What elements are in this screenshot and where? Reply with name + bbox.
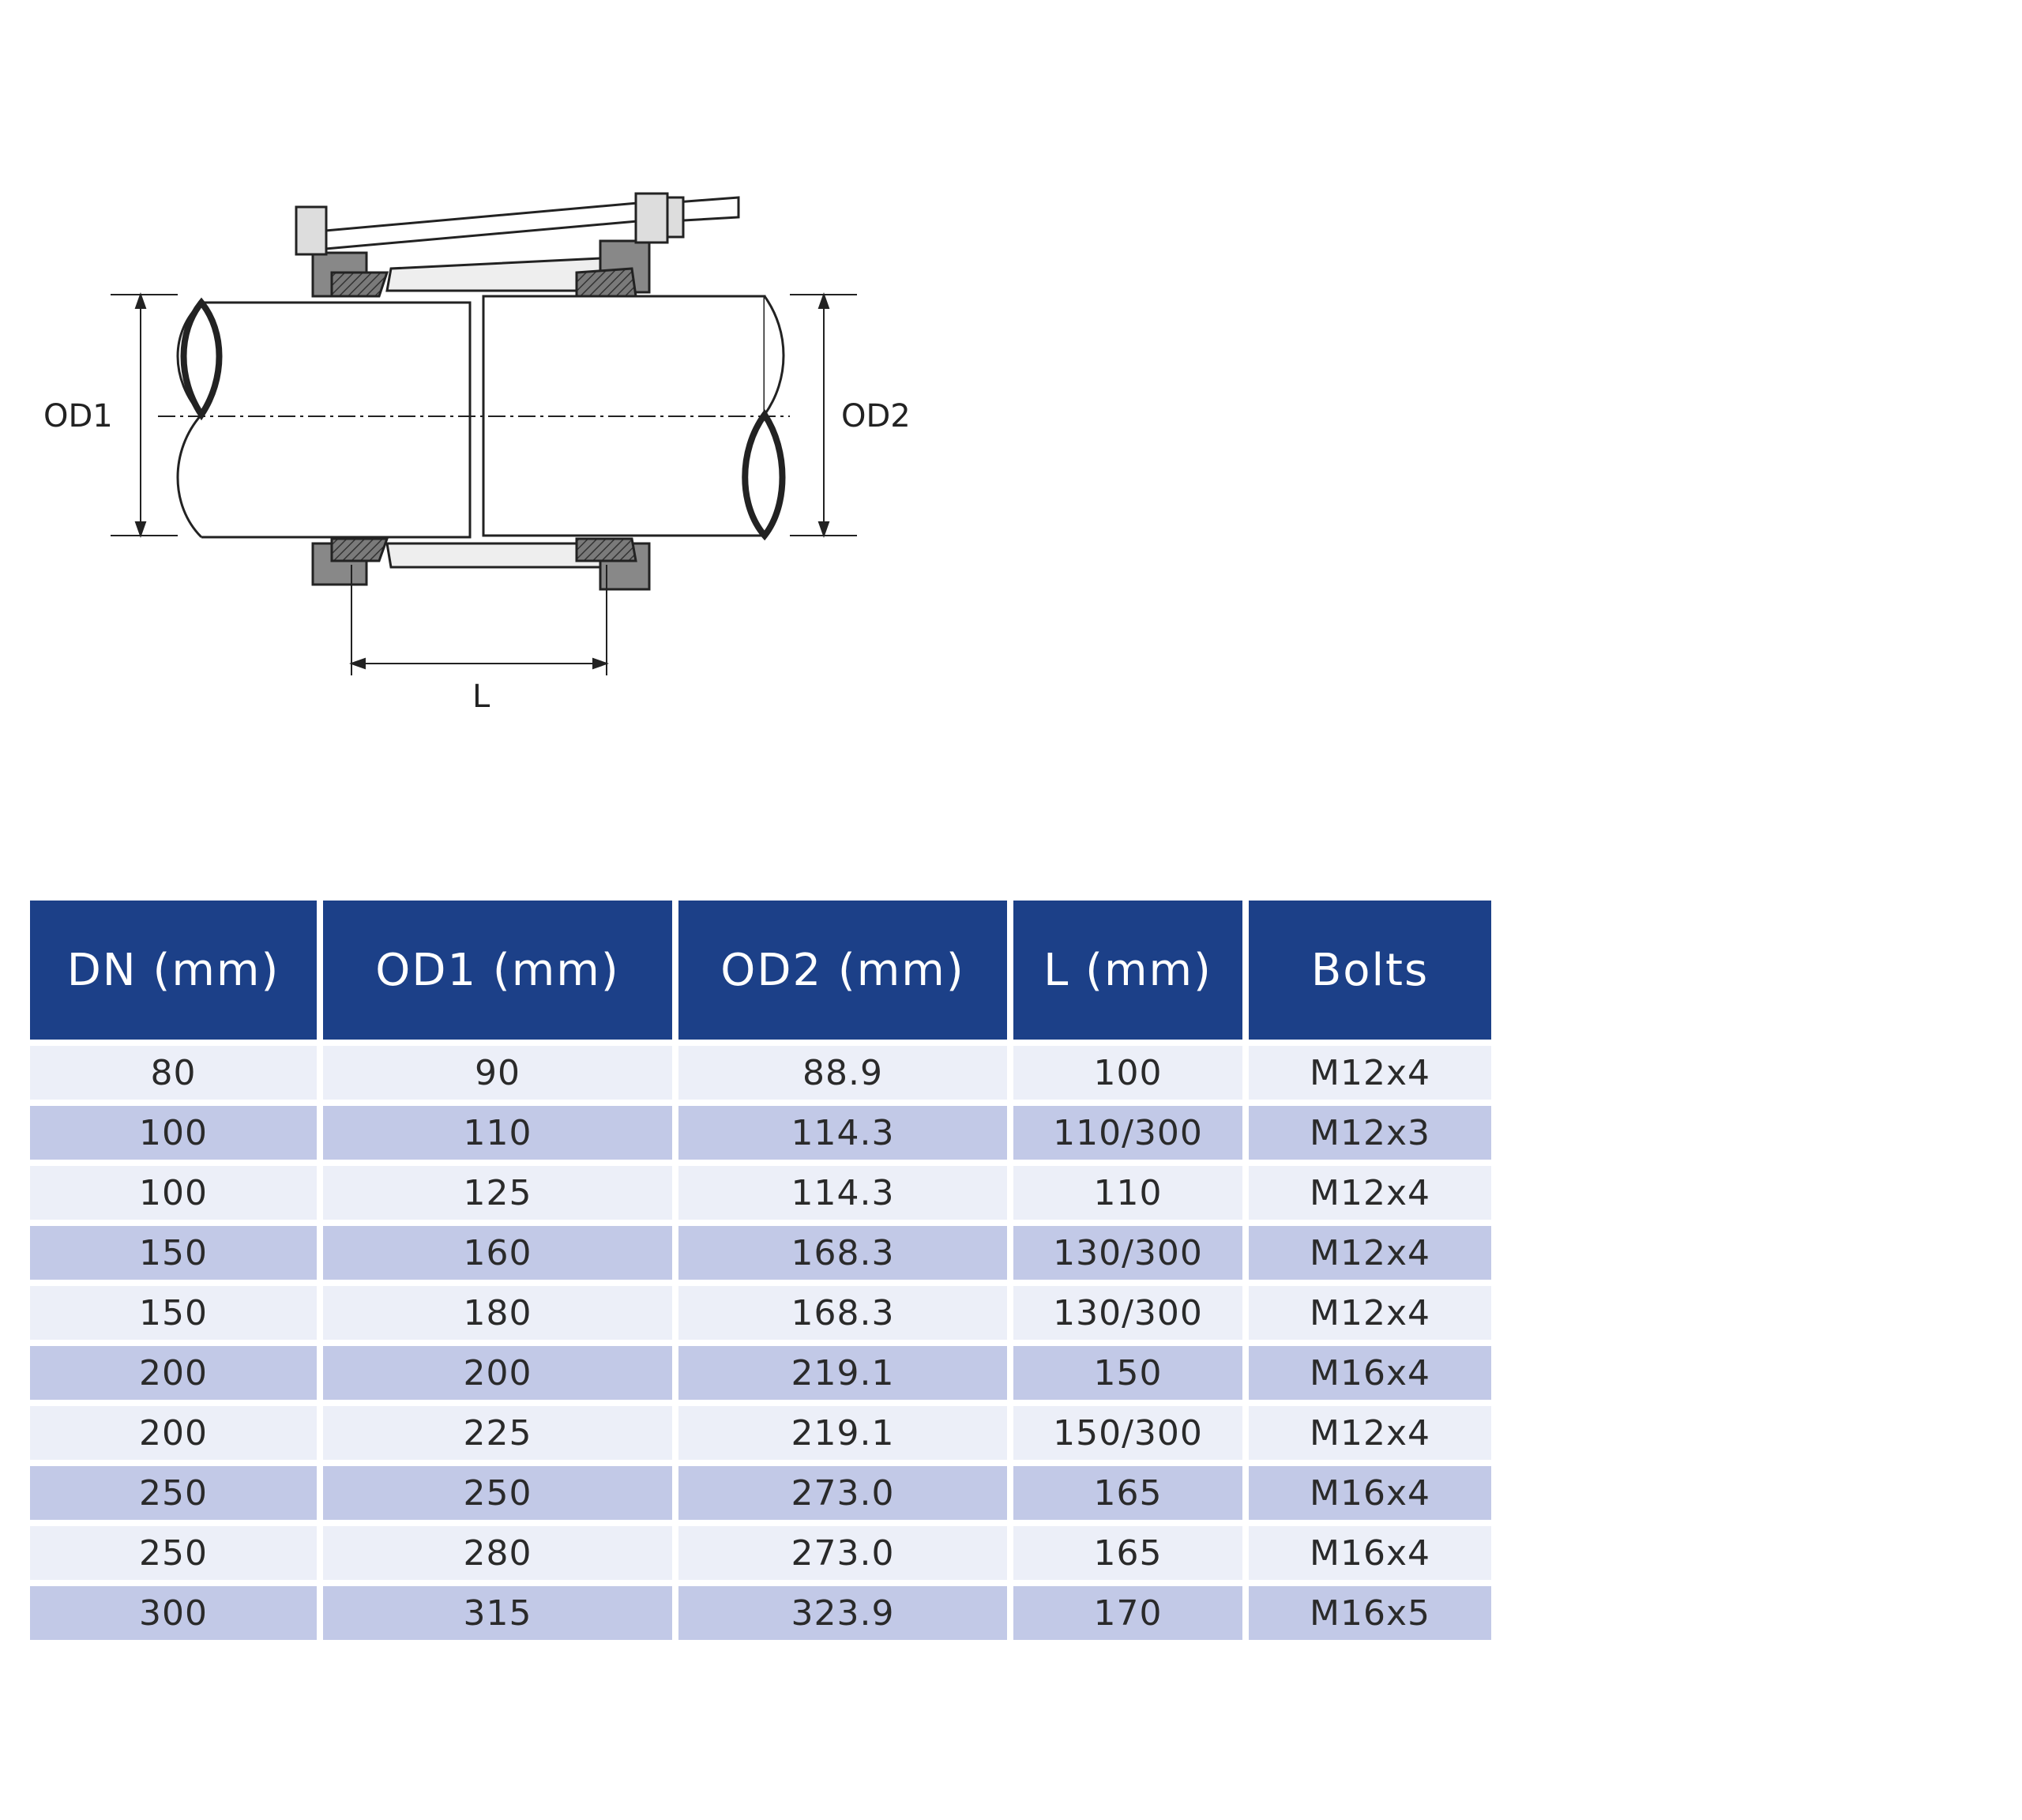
table-row (30, 1406, 1491, 1466)
cell-length: 150 (1013, 1346, 1249, 1400)
cell-length: 130/300 (1013, 1226, 1249, 1280)
cell-od2: 114.3 (678, 1166, 1013, 1220)
cell-od1: 250 (323, 1466, 678, 1520)
cell-bolts: M16x5 (1249, 1586, 1491, 1640)
cell-dn: 100 (30, 1166, 323, 1220)
cell-od1: 225 (323, 1406, 678, 1460)
table-row (30, 1466, 1491, 1526)
cell-od2: 88.9 (678, 1046, 1013, 1100)
od1-label: OD1 (43, 398, 113, 434)
cell-dn: 100 (30, 1106, 323, 1160)
cell-dn: 200 (30, 1406, 323, 1460)
cell-bolts: M12x4 (1249, 1286, 1491, 1340)
cell-length: 130/300 (1013, 1286, 1249, 1340)
pipe-assembly (158, 296, 790, 537)
header-length: L (mm) (1013, 901, 1249, 1040)
cell-od2: 219.1 (678, 1346, 1013, 1400)
cell-length: 150/300 (1013, 1406, 1249, 1460)
cell-bolts: M12x4 (1249, 1406, 1491, 1460)
cell-dn: 200 (30, 1346, 323, 1400)
table-header-row (30, 901, 1491, 1046)
cell-dn: 80 (30, 1046, 323, 1100)
table-row (30, 1286, 1491, 1346)
cell-od1: 160 (323, 1226, 678, 1280)
coupling-drawing (0, 0, 1027, 750)
spec-table (30, 901, 1491, 1646)
cell-od1: 315 (323, 1586, 678, 1640)
cell-length: 165 (1013, 1466, 1249, 1520)
od2-label: OD2 (841, 398, 911, 434)
cell-bolts: M16x4 (1249, 1346, 1491, 1400)
cell-bolts: M12x4 (1249, 1046, 1491, 1100)
cell-od2: 168.3 (678, 1286, 1013, 1340)
cell-length: 110 (1013, 1166, 1249, 1220)
cell-od1: 125 (323, 1166, 678, 1220)
header-bolts: Bolts (1249, 901, 1491, 1040)
cell-od2: 219.1 (678, 1406, 1013, 1460)
table-row (30, 1106, 1491, 1166)
table-row (30, 1046, 1491, 1106)
cell-bolts: M16x4 (1249, 1526, 1491, 1580)
cell-od2: 323.9 (678, 1586, 1013, 1640)
cell-dn: 300 (30, 1586, 323, 1640)
cell-od2: 273.0 (678, 1526, 1013, 1580)
header-od2: OD2 (mm) (678, 901, 1013, 1040)
cell-od1: 200 (323, 1346, 678, 1400)
cell-length: 100 (1013, 1046, 1249, 1100)
header-dn: DN (mm) (30, 901, 323, 1040)
cell-dn: 250 (30, 1466, 323, 1520)
cell-bolts: M12x4 (1249, 1166, 1491, 1220)
cell-length: 165 (1013, 1526, 1249, 1580)
cell-od1: 110 (323, 1106, 678, 1160)
cell-bolts: M12x4 (1249, 1226, 1491, 1280)
cell-od2: 114.3 (678, 1106, 1013, 1160)
cell-od1: 280 (323, 1526, 678, 1580)
length-label: L (472, 679, 490, 715)
header-od1: OD1 (mm) (323, 901, 678, 1040)
cell-length: 110/300 (1013, 1106, 1249, 1160)
cell-dn: 150 (30, 1226, 323, 1280)
cell-dn: 250 (30, 1526, 323, 1580)
cell-dn: 150 (30, 1286, 323, 1340)
cell-length: 170 (1013, 1586, 1249, 1640)
table-row (30, 1346, 1491, 1406)
cell-od2: 168.3 (678, 1226, 1013, 1280)
cell-od1: 180 (323, 1286, 678, 1340)
cell-od2: 273.0 (678, 1466, 1013, 1520)
table-row (30, 1166, 1491, 1226)
cell-bolts: M12x3 (1249, 1106, 1491, 1160)
bolt-assembly (296, 194, 739, 254)
cell-od1: 90 (323, 1046, 678, 1100)
table-row (30, 1586, 1491, 1646)
left-break-lens (184, 303, 220, 415)
table-row (30, 1226, 1491, 1286)
table-row (30, 1526, 1491, 1586)
cell-bolts: M16x4 (1249, 1466, 1491, 1520)
